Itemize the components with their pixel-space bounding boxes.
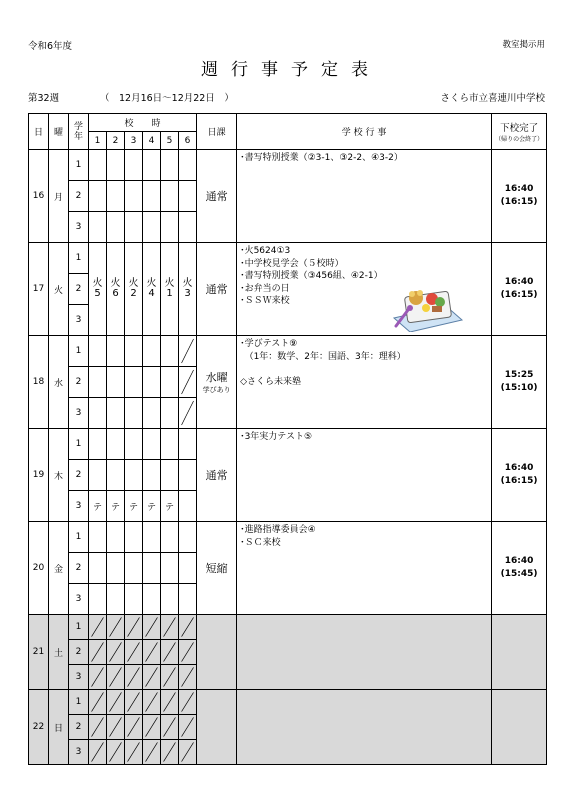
period-cell: [143, 522, 161, 553]
day-date: 22: [29, 690, 49, 765]
page-title: 週行事予定表: [201, 60, 381, 80]
period-cell: [107, 460, 125, 491]
period-subject: 火3: [182, 278, 193, 299]
no-class-slash-icon: [143, 615, 160, 639]
schedule-label: 水曜: [205, 371, 228, 384]
col-schedule: 日課: [197, 114, 237, 150]
col-dismissal-label: 下校完了: [500, 123, 539, 134]
no-class-slash-icon: [89, 640, 106, 664]
period-cell: [107, 584, 125, 615]
period-cell: テ: [125, 491, 143, 522]
event-item: ･進路指導委員会④: [240, 525, 316, 535]
day-date: 21: [29, 615, 49, 690]
col-grade: [69, 114, 89, 150]
period-cell: [125, 640, 143, 665]
no-class-slash-icon: [143, 690, 160, 714]
event-item: ･お弁当の日: [240, 283, 290, 294]
period-cell: [161, 429, 179, 460]
period-number: 4: [143, 132, 161, 150]
period-cell: [107, 522, 125, 553]
period-cell: [143, 150, 161, 181]
period-cell: [161, 522, 179, 553]
dismissal-time-sub: (15:45): [500, 569, 538, 579]
schedule-body: [29, 114, 547, 765]
day-weekday: 金: [49, 522, 69, 615]
dismissal-time-sub: (16:15): [500, 476, 538, 486]
period-cell: [125, 150, 143, 181]
period-cell: [161, 553, 179, 584]
period-cell: [179, 715, 197, 740]
grade-number: 2: [69, 715, 89, 740]
period-cell: [161, 460, 179, 491]
col-events: 学 校 行 事: [237, 114, 492, 150]
event-item: ･書写特別授業（③456組、④2-1）: [240, 271, 383, 281]
period-cell: [89, 665, 107, 690]
grade-number: 2: [69, 460, 89, 491]
period-cell: [179, 615, 197, 640]
schedule-label: 通常: [205, 190, 228, 203]
period-subject: 火2: [128, 278, 139, 299]
date-range: （ 12月16日～12月22日 ）: [100, 93, 234, 104]
period-cell: [179, 584, 197, 615]
bento-lunch-box-icon: [388, 280, 468, 332]
period-cell: [107, 243, 125, 336]
period-cell: [125, 181, 143, 212]
period-cell: [179, 212, 197, 243]
period-cell: [179, 491, 197, 522]
event-item: [240, 363, 488, 376]
period-cell: [161, 367, 179, 398]
period-cell: [179, 367, 197, 398]
period-cell: [161, 181, 179, 212]
no-class-slash-icon: [179, 398, 196, 428]
schedule-type: [197, 150, 237, 243]
period-cell: [125, 715, 143, 740]
day-weekday: 水: [49, 336, 69, 429]
weekly-schedule-table: [28, 113, 547, 765]
period-cell: テ: [89, 491, 107, 522]
col-grade-label: 学年: [73, 121, 83, 142]
no-class-slash-icon: [125, 740, 142, 764]
no-class-slash-icon: [179, 690, 196, 714]
event-item: ･3年実力テスト⑤: [240, 432, 313, 442]
no-class-slash-icon: [107, 615, 124, 639]
period-cell: [107, 336, 125, 367]
dismissal-cell: [492, 336, 547, 429]
period-cell: [107, 615, 125, 640]
period-cell: [143, 181, 161, 212]
no-class-slash-icon: [89, 715, 106, 739]
period-cell: [107, 150, 125, 181]
period-cell: [89, 690, 107, 715]
grade-number: 1: [69, 336, 89, 367]
grade-number: 1: [69, 522, 89, 553]
period-cell: [89, 212, 107, 243]
schedule-type: [197, 615, 237, 690]
no-class-slash-icon: [161, 640, 178, 664]
period-number: 1: [89, 132, 107, 150]
period-subject: 火6: [110, 278, 121, 299]
events-cell: [237, 522, 492, 615]
period-cell: [125, 367, 143, 398]
period-cell: [179, 336, 197, 367]
events-cell: [237, 150, 492, 243]
grade-number: 1: [69, 429, 89, 460]
period-cell: [89, 584, 107, 615]
no-class-slash-icon: [143, 715, 160, 739]
no-class-slash-icon: [161, 665, 178, 689]
no-class-slash-icon: [89, 690, 106, 714]
no-class-slash-icon: [179, 615, 196, 639]
dismissal-cell: [492, 429, 547, 522]
schedule-type: [197, 429, 237, 522]
events-cell: [237, 615, 492, 690]
no-class-slash-icon: [125, 690, 142, 714]
no-class-slash-icon: [143, 665, 160, 689]
period-cell: [143, 553, 161, 584]
day-date: 18: [29, 336, 49, 429]
period-cell: [125, 740, 143, 765]
grade-number: 3: [69, 398, 89, 429]
period-cell: [125, 336, 143, 367]
no-class-slash-icon: [143, 740, 160, 764]
period-cell: [179, 398, 197, 429]
period-cell: [89, 740, 107, 765]
period-cell: [89, 336, 107, 367]
period-cell: [161, 243, 179, 336]
table-row: [29, 150, 547, 181]
period-cell: [143, 367, 161, 398]
no-class-slash-icon: [161, 715, 178, 739]
no-class-slash-icon: [107, 740, 124, 764]
no-class-slash-icon: [125, 665, 142, 689]
grade-number: 1: [69, 690, 89, 715]
period-cell: [179, 640, 197, 665]
period-cell: [143, 460, 161, 491]
day-date: 17: [29, 243, 49, 336]
period-cell: [107, 640, 125, 665]
schedule-note: 学びあり: [202, 386, 231, 394]
period-cell: テ: [143, 491, 161, 522]
period-cell: [179, 522, 197, 553]
dismissal-time: 16:40: [504, 184, 534, 194]
no-class-slash-icon: [125, 615, 142, 639]
period-cell: [143, 740, 161, 765]
period-cell: [89, 615, 107, 640]
grade-number: 3: [69, 305, 89, 336]
table-row: [29, 429, 547, 460]
period-cell: [161, 740, 179, 765]
period-cell: [107, 553, 125, 584]
event-item: （1年：数学、2年：国語、3年：理科）: [240, 351, 406, 362]
dismissal-cell: [492, 615, 547, 690]
period-cell: [89, 715, 107, 740]
period-cell: [125, 243, 143, 336]
period-cell: [125, 665, 143, 690]
period-cell: [89, 243, 107, 336]
dismissal-time: 16:40: [504, 277, 534, 287]
period-cell: [179, 150, 197, 181]
no-class-slash-icon: [107, 640, 124, 664]
period-cell: [89, 150, 107, 181]
no-class-slash-icon: [107, 665, 124, 689]
period-cell: [143, 615, 161, 640]
no-class-slash-icon: [179, 665, 196, 689]
period-cell: [161, 640, 179, 665]
schedule-type: [197, 690, 237, 765]
period-cell: [143, 584, 161, 615]
period-cell: [161, 615, 179, 640]
period-cell: [125, 429, 143, 460]
no-class-slash-icon: [89, 665, 106, 689]
event-item: ･火5624①3: [240, 246, 291, 256]
period-cell: [179, 460, 197, 491]
period-cell: [161, 665, 179, 690]
period-cell: [89, 553, 107, 584]
period-cell: [107, 398, 125, 429]
event-item: ◇さくら未来塾: [240, 376, 301, 387]
no-class-slash-icon: [125, 715, 142, 739]
events-cell: [237, 429, 492, 522]
event-item: ･学びテスト⑨: [240, 339, 298, 349]
grade-number: 1: [69, 150, 89, 181]
period-cell: [89, 522, 107, 553]
period-cell: [179, 740, 197, 765]
period-cell: [125, 690, 143, 715]
day-date: 16: [29, 150, 49, 243]
grade-number: 2: [69, 367, 89, 398]
no-class-slash-icon: [89, 740, 106, 764]
period-cell: [143, 640, 161, 665]
dismissal-cell: [492, 243, 547, 336]
day-weekday: 木: [49, 429, 69, 522]
period-cell: [107, 367, 125, 398]
schedule-label: 通常: [205, 469, 228, 482]
no-class-slash-icon: [161, 690, 178, 714]
dismissal-time: 15:25: [504, 370, 534, 380]
grade-number: 1: [69, 615, 89, 640]
schedule-type: [197, 243, 237, 336]
period-cell: [107, 212, 125, 243]
day-weekday: 火: [49, 243, 69, 336]
table-row: [29, 522, 547, 553]
event-item: ･ＳＳＷ来校: [240, 296, 290, 306]
period-cell: [107, 181, 125, 212]
period-cell: [143, 690, 161, 715]
grade-number: 2: [69, 640, 89, 665]
grade-number: 1: [69, 243, 89, 274]
period-cell: [161, 398, 179, 429]
period-number: 3: [125, 132, 143, 150]
period-cell: [161, 690, 179, 715]
events-cell: [237, 336, 492, 429]
period-number: 5: [161, 132, 179, 150]
period-cell: [107, 429, 125, 460]
period-cell: [89, 398, 107, 429]
era-year: 令和6年度: [28, 41, 73, 52]
no-class-slash-icon: [179, 336, 196, 366]
dismissal-cell: [492, 522, 547, 615]
day-weekday: 土: [49, 615, 69, 690]
no-class-slash-icon: [107, 715, 124, 739]
period-cell: [89, 367, 107, 398]
period-cell: [125, 212, 143, 243]
period-number: 6: [179, 132, 197, 150]
dismissal-cell: [492, 690, 547, 765]
table-row: [29, 243, 547, 274]
schedule-label: 通常: [205, 283, 228, 296]
period-cell: [161, 715, 179, 740]
no-class-slash-icon: [179, 640, 196, 664]
period-cell: [125, 584, 143, 615]
period-cell: [179, 181, 197, 212]
period-cell: [89, 181, 107, 212]
period-subject: 火4: [146, 278, 157, 299]
dismissal-cell: [492, 150, 547, 243]
period-cell: [161, 336, 179, 367]
dismissal-time: 16:40: [504, 556, 534, 566]
grade-number: 3: [69, 212, 89, 243]
period-cell: [107, 690, 125, 715]
header-row: [29, 114, 547, 132]
no-class-slash-icon: [125, 640, 142, 664]
grade-number: 2: [69, 553, 89, 584]
dismissal-time-sub: (16:15): [500, 290, 538, 300]
period-cell: [161, 212, 179, 243]
table-row: [29, 690, 547, 715]
day-weekday: 月: [49, 150, 69, 243]
day-date: 20: [29, 522, 49, 615]
schedule-type: [197, 522, 237, 615]
period-cell: [125, 522, 143, 553]
period-cell: [161, 150, 179, 181]
dismissal-time: 16:40: [504, 463, 534, 473]
period-cell: [107, 740, 125, 765]
period-cell: [89, 640, 107, 665]
day-date: 19: [29, 429, 49, 522]
period-cell: [89, 460, 107, 491]
period-cell: [125, 398, 143, 429]
no-class-slash-icon: [89, 615, 106, 639]
col-day: 日: [29, 114, 49, 150]
col-weekday: 曜: [49, 114, 69, 150]
col-dismissal: [492, 114, 547, 150]
period-cell: [179, 690, 197, 715]
period-subject: 火1: [164, 278, 175, 299]
period-subject: 火5: [92, 278, 103, 299]
period-cell: [143, 715, 161, 740]
grade-number: 3: [69, 491, 89, 522]
period-cell: [125, 460, 143, 491]
no-class-slash-icon: [179, 367, 196, 397]
school-name: さくら市立喜連川中学校: [440, 93, 545, 104]
period-cell: [143, 429, 161, 460]
schedule-label: 短縮: [205, 562, 228, 575]
table-row: [29, 336, 547, 367]
no-class-slash-icon: [161, 740, 178, 764]
day-weekday: 日: [49, 690, 69, 765]
period-cell: [143, 398, 161, 429]
period-cell: [143, 665, 161, 690]
col-periods: 校 時: [89, 114, 197, 132]
events-cell: [237, 690, 492, 765]
table-row: [29, 615, 547, 640]
event-item: ･書写特別授業（②3-1、③2-2、④3-2）: [240, 153, 403, 163]
period-cell: [179, 665, 197, 690]
event-item: ･ＳＣ来校: [240, 537, 281, 548]
dismissal-time-sub: (16:15): [500, 197, 538, 207]
no-class-slash-icon: [161, 615, 178, 639]
period-cell: [107, 665, 125, 690]
grade-number: 3: [69, 665, 89, 690]
period-cell: [143, 243, 161, 336]
dismissal-time-sub: (15:10): [500, 383, 538, 393]
no-class-slash-icon: [107, 690, 124, 714]
usage-label: 教室掲示用: [502, 40, 545, 50]
schedule-type: [197, 336, 237, 429]
col-dismissal-note: （帰りの会終了）: [495, 136, 544, 143]
period-cell: [179, 243, 197, 336]
no-class-slash-icon: [179, 740, 196, 764]
grade-number: 3: [69, 740, 89, 765]
grade-number: 2: [69, 274, 89, 305]
period-cell: [107, 715, 125, 740]
no-class-slash-icon: [179, 715, 196, 739]
period-cell: [143, 212, 161, 243]
period-cell: [161, 584, 179, 615]
period-number: 2: [107, 132, 125, 150]
period-cell: テ: [161, 491, 179, 522]
no-class-slash-icon: [143, 640, 160, 664]
period-cell: [179, 429, 197, 460]
period-cell: [125, 553, 143, 584]
week-number: 第32週: [28, 93, 60, 104]
event-item: ･中学校見学会（５校時）: [240, 258, 344, 269]
grade-number: 2: [69, 181, 89, 212]
period-cell: テ: [107, 491, 125, 522]
period-cell: [179, 553, 197, 584]
period-cell: [89, 429, 107, 460]
period-cell: [125, 615, 143, 640]
grade-number: 3: [69, 584, 89, 615]
period-cell: [143, 336, 161, 367]
